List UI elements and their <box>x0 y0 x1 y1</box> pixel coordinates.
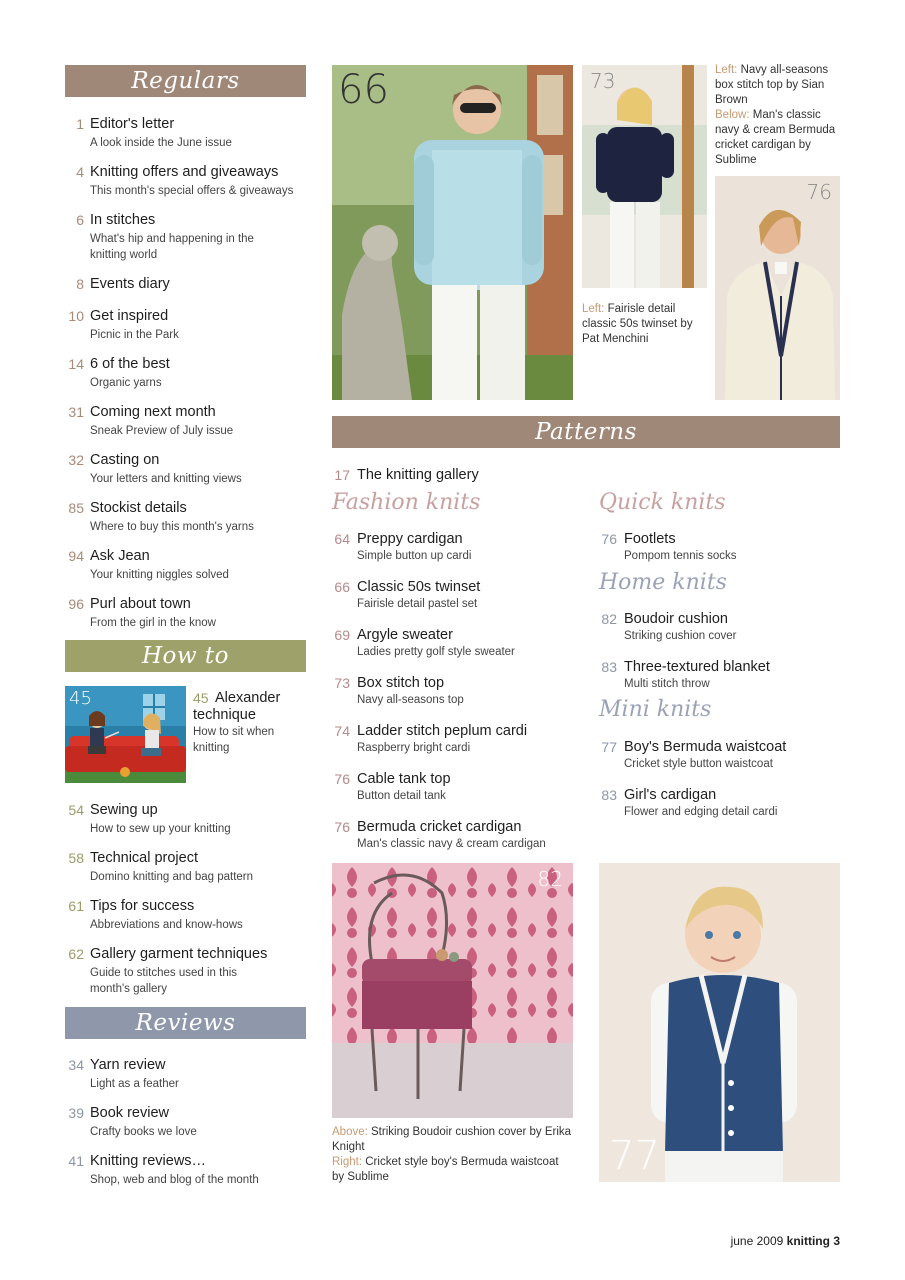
toc-entry[interactable] <box>64 1153 309 1187</box>
photo-page-number: 77 <box>609 1133 660 1179</box>
toc-entry[interactable] <box>64 1057 309 1091</box>
pattern-entry[interactable] <box>332 723 577 757</box>
pattern-entry[interactable] <box>599 531 839 565</box>
entry-title: Yarn review <box>90 1057 166 1073</box>
toc-entry[interactable] <box>64 898 309 932</box>
caption-mid: Left: Fairisle detail classic 50s twinset by Pat Menchini <box>582 303 693 345</box>
entry-title: Ask Jean <box>90 548 150 564</box>
page-number: 66 <box>334 579 350 595</box>
entry-title-line2: technique <box>193 707 256 723</box>
photo-page-number: 73 <box>590 69 616 93</box>
toc-entry[interactable] <box>64 548 309 582</box>
toc-entry[interactable] <box>64 164 309 198</box>
pattern-entry[interactable] <box>332 579 577 613</box>
entry-desc: How to sew up your knitting <box>90 823 231 835</box>
entry-title: Bermuda cricket cardigan <box>357 819 522 835</box>
photo-page-number: 66 <box>338 67 389 113</box>
entry-title: Coming next month <box>90 404 216 420</box>
howto-feature-entry[interactable] <box>193 690 305 760</box>
page-number: 41 <box>68 1153 84 1169</box>
toc-entry[interactable] <box>64 850 309 884</box>
entry-title: Editor's letter <box>90 116 175 132</box>
page-number: 76 <box>334 771 350 787</box>
entry-desc: Your knitting niggles solved <box>90 569 229 581</box>
issue-date: june 2009 <box>730 1234 784 1248</box>
entry-desc: This month's special offers & giveaways <box>90 185 294 197</box>
entry-desc: Striking cushion cover <box>624 630 737 642</box>
page-number: 85 <box>68 500 84 516</box>
mini-knits-heading: Mini knits <box>599 697 712 722</box>
entry-desc: From the girl in the know <box>90 617 216 629</box>
toc-entry[interactable] <box>64 946 309 996</box>
entry-title: Technical project <box>90 850 198 866</box>
page-number: 8 <box>76 276 84 292</box>
entry-desc: How to sit when knitting <box>193 726 275 754</box>
toc-entry[interactable] <box>64 212 309 262</box>
page-number: 45 <box>193 690 209 706</box>
entry-title: Casting on <box>90 452 160 468</box>
entry-title: Knitting offers and giveaways <box>90 164 279 180</box>
entry-title: Events diary <box>90 276 170 292</box>
entry-desc: Picnic in the Park <box>90 329 179 341</box>
entry-desc: Button detail tank <box>357 790 446 802</box>
entry-title: Girl's cardigan <box>624 787 717 803</box>
entry-desc: Sneak Preview of July issue <box>90 425 234 437</box>
pattern-entry[interactable] <box>599 787 839 821</box>
page-number: 69 <box>334 627 350 643</box>
photo-page-number: 76 <box>806 180 832 204</box>
pattern-entry[interactable] <box>332 627 577 661</box>
entry-title: Knitting reviews… <box>90 1153 207 1169</box>
entry-title: Cable tank top <box>357 771 451 787</box>
entry-title: Tips for success <box>90 898 195 914</box>
entry-desc: Multi stitch throw <box>624 678 710 690</box>
pattern-entry[interactable] <box>599 659 839 693</box>
entry-desc: Shop, web and blog of the month <box>90 1174 259 1186</box>
entry-desc: Light as a feather <box>90 1078 179 1090</box>
magazine-name: knitting <box>786 1234 830 1248</box>
page-number: 64 <box>334 531 350 547</box>
entry-title: Purl about town <box>90 596 191 612</box>
page-number: 77 <box>601 739 617 755</box>
boudoir-cushion-photo[interactable] <box>332 863 573 1118</box>
entry-desc: Ladies pretty golf style sweater <box>357 646 515 658</box>
entry-desc: Crafty books we love <box>90 1126 197 1138</box>
gallery-entry[interactable] <box>332 467 572 487</box>
toc-entry[interactable] <box>64 1105 309 1139</box>
caption-bottom: Above: Striking Boudoir cushion cover by Erika Knight Right: Cricket style boy's Bermuda waistcoat by Sublime <box>332 1126 572 1183</box>
entry-title: Stockist details <box>90 500 187 516</box>
entry-title: Classic 50s twinset <box>357 579 481 595</box>
entry-title: Preppy cardigan <box>357 531 463 547</box>
page-number: 10 <box>68 308 84 324</box>
entry-desc: Navy all-seasons top <box>357 694 464 706</box>
woman-in-twinset-image <box>332 65 573 400</box>
entry-title: Footlets <box>624 531 676 547</box>
entry-desc: Organic yarns <box>90 377 162 389</box>
entry-title: Get inspired <box>90 308 169 324</box>
woman-navy-top-image <box>582 65 707 288</box>
entry-title: In stitches <box>90 212 156 228</box>
entry-title: Book review <box>90 1105 169 1121</box>
entry-desc: Simple button up cardi <box>357 550 472 562</box>
entry-title: Alexander <box>215 690 281 706</box>
photo-page-number: 45 <box>69 688 92 709</box>
quick-knits-heading: Quick knits <box>599 490 726 515</box>
toc-entry[interactable] <box>64 802 309 836</box>
page-number: 82 <box>601 611 617 627</box>
alexander-technique-illustration[interactable] <box>65 686 186 783</box>
page-number: 76 <box>334 819 350 835</box>
page-number: 31 <box>68 404 84 420</box>
entry-desc: Raspberry bright cardi <box>357 742 471 754</box>
entry-desc: Your letters and knitting views <box>90 473 242 485</box>
toc-entry[interactable] <box>64 452 309 486</box>
page-number: 39 <box>68 1105 84 1121</box>
caption-top-right: Left: Navy all-seasons box stitch top by Sian Brown Below: Man's classic navy & cream Bermuda cricket cardigan by Sublime <box>715 64 836 166</box>
box-stitch-top-photo[interactable] <box>582 65 707 288</box>
entry-desc: Fairisle detail pastel set <box>357 598 478 610</box>
bermuda-waistcoat-photo[interactable] <box>599 863 840 1182</box>
entry-desc: Man's classic navy & cream cardigan <box>357 838 546 850</box>
entry-title: Sewing up <box>90 802 158 818</box>
folio-number: 3 <box>833 1234 840 1248</box>
page-number: 34 <box>68 1057 84 1073</box>
bermuda-cardigan-photo[interactable] <box>715 176 840 400</box>
page-number: 17 <box>334 467 350 483</box>
entry-desc: Flower and edging detail cardi <box>624 806 778 818</box>
pattern-entry[interactable] <box>332 771 577 805</box>
entry-title: Three-textured blanket <box>624 659 770 675</box>
page-number: 6 <box>76 212 84 228</box>
entry-title: Gallery garment techniques <box>90 946 268 962</box>
entry-desc: Domino knitting and bag pattern <box>90 871 254 883</box>
entry-title: Argyle sweater <box>357 627 453 643</box>
page-number: 1 <box>76 116 84 132</box>
page-number: 83 <box>601 659 617 675</box>
toc-entry[interactable] <box>64 276 309 296</box>
patterns-heading: Patterns <box>332 416 840 448</box>
pattern-entry[interactable] <box>332 675 577 709</box>
pattern-entry[interactable] <box>332 531 577 565</box>
pattern-entry[interactable] <box>332 819 577 853</box>
toc-entry[interactable] <box>64 116 309 150</box>
fashion-knits-heading: Fashion knits <box>332 490 481 515</box>
twinset-photo[interactable] <box>332 65 573 400</box>
entry-desc: Where to buy this month's yarns <box>90 521 254 533</box>
home-knits-heading: Home knits <box>599 570 727 595</box>
entry-title: Boy's Bermuda waistcoat <box>624 739 787 755</box>
page-number: 4 <box>76 164 84 180</box>
howto-heading: How to <box>65 640 306 672</box>
entry-desc: Guide to stitches used in this month's gallery <box>90 967 238 995</box>
pattern-entry[interactable] <box>599 739 839 773</box>
entry-desc: A look inside the June issue <box>90 137 232 149</box>
page-number: 32 <box>68 452 84 468</box>
page-number: 83 <box>601 787 617 803</box>
man-cream-cardigan-image <box>715 176 840 400</box>
toc-entry[interactable] <box>64 404 309 438</box>
entry-desc: Abbreviations and know-hows <box>90 919 243 931</box>
page-number: 94 <box>68 548 84 564</box>
page-number: 73 <box>334 675 350 691</box>
entry-desc: Pompom tennis socks <box>624 550 737 562</box>
page-number: 62 <box>68 946 84 962</box>
toc-entry[interactable] <box>64 356 309 390</box>
page-number: 54 <box>68 802 84 818</box>
entry-desc: What's hip and happening in the knitting world <box>90 233 254 261</box>
entry-title: Ladder stitch peplum cardi <box>357 723 528 739</box>
page-number: 76 <box>601 531 617 547</box>
page-number: 14 <box>68 356 84 372</box>
page-number: 74 <box>334 723 350 739</box>
toc-entry[interactable] <box>64 308 309 342</box>
pattern-entry[interactable] <box>599 611 839 645</box>
toc-entry[interactable] <box>64 500 309 534</box>
entry-desc: Cricket style button waistcoat <box>624 758 773 770</box>
reviews-heading: Reviews <box>65 1007 306 1039</box>
page-footer <box>731 1234 840 1248</box>
chair-with-cushion-image <box>332 863 573 1118</box>
photo-page-number: 82 <box>537 867 563 891</box>
page-number: 96 <box>68 596 84 612</box>
regulars-heading: Regulars <box>65 65 306 97</box>
entry-title: Box stitch top <box>357 675 445 691</box>
entry-title: Boudoir cushion <box>624 611 728 627</box>
page-number: 58 <box>68 850 84 866</box>
toc-entry[interactable] <box>64 596 309 630</box>
entry-title: The knitting gallery <box>357 467 479 483</box>
page-number: 61 <box>68 898 84 914</box>
entry-title: 6 of the best <box>90 356 170 372</box>
